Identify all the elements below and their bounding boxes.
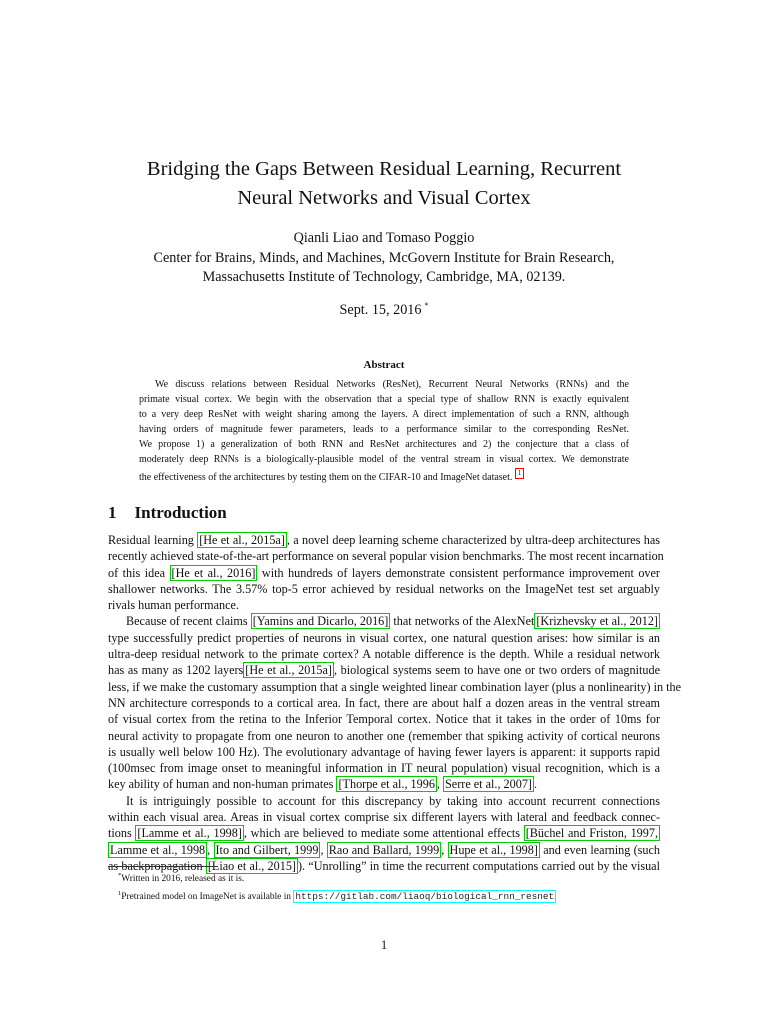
citation-link[interactable]: [He et al., 2015a] xyxy=(199,533,285,547)
text-run: Residual learning xyxy=(108,533,198,547)
abstract-line: having orders of magnitude fewer parameters, leads to a performance similar to the corresponding ResNet. xyxy=(139,424,629,436)
affiliation-line-1: Center for Brains, Minds, and Machines, McGovern Institute for Brain Research, xyxy=(153,249,615,266)
body-line: type successfully predict properties of neurons in visual cortex, one natural question arises: how similar is an xyxy=(108,630,660,645)
abstract-line: We propose 1) a generalization of both RNN and ResNet architectures and 2) the conjecture that a class of xyxy=(139,439,629,451)
text-run: tions xyxy=(108,826,136,841)
author-block xyxy=(60,229,708,288)
section-title: Introduction xyxy=(134,503,227,522)
body-line xyxy=(108,662,660,678)
abstract-line: We discuss relations between Residual Networks (ResNet), Recurrent Neural Networks (RNNs) and the xyxy=(155,379,629,390)
title-line-2: Neural Networks and Visual Cortex xyxy=(237,187,531,209)
body-line: (100msec from image onset to meaningful information in IT neural population) visual recognition, which is a xyxy=(108,761,660,776)
citation-link[interactable]: Hupe et al., 1998] xyxy=(449,842,538,857)
footnote-2 xyxy=(108,887,668,905)
text-run: , biological systems seem to have one or two orders of magnitude xyxy=(334,663,660,678)
body-line: It is intriguingly possible to account for this discrepancy by taking into account recurrent connections xyxy=(126,793,660,808)
body-line: NN architecture corresponds to a cortical area. In fact, there are about half a dozen areas in the ventral stream xyxy=(108,695,660,710)
citation-link[interactable]: [Lamme et al., 1998] xyxy=(137,826,242,841)
citation-link[interactable]: [Krizhevsky et al., 2012] xyxy=(536,614,658,629)
date-footnote-mark: * xyxy=(424,301,429,310)
abstract-body xyxy=(139,377,629,485)
body-line: shallower networks. The 3.57% top-5 error achieved by residual networks on the ImageNet test set arguably xyxy=(108,581,660,596)
body-line xyxy=(108,565,660,581)
body-line: within each visual area. Areas in visual cortex comprise six different layers with lateral and feedback connec- xyxy=(108,810,660,825)
footnote-rule xyxy=(108,866,218,867)
text-run: and even learning (such xyxy=(539,842,661,857)
date-text: Sept. 15, 2016 xyxy=(339,302,422,318)
text-run: that networks of the AlexNet xyxy=(390,614,535,629)
repository-url-link[interactable]: https://gitlab.com/liaoq/biological_rnn_resnet xyxy=(295,890,555,902)
text-run: with hundreds of layers demonstrate consistent performance improvement over xyxy=(257,565,660,580)
body-line: less, if we make the customary assumption that a single weighted linear combination layer (plus a nonlinearity) in the xyxy=(108,679,681,694)
citation-link[interactable]: [Büchel and Friston, 1997, xyxy=(525,826,659,841)
text-run: Because of recent claims xyxy=(126,614,251,629)
section-number: 1 xyxy=(108,503,117,522)
citation-link[interactable]: Rao and Ballard, 1999 xyxy=(328,842,440,857)
body-line: rivals human performance. xyxy=(108,598,239,613)
section-heading xyxy=(108,502,227,524)
abstract-line-last xyxy=(139,468,629,485)
body-text xyxy=(108,532,681,874)
text-run: , xyxy=(320,842,327,857)
text-run: has as many as 1202 layers xyxy=(108,663,244,678)
footnote-1 xyxy=(108,869,668,887)
body-line xyxy=(108,842,660,858)
footnote-mark: * xyxy=(118,872,122,879)
title-line-1: Bridging the Gaps Between Residual Learning, Recurrent xyxy=(146,158,622,180)
body-line xyxy=(108,613,660,629)
footnote-text: Written in 2016, released as it is. xyxy=(121,874,245,884)
body-line: ultra-deep residual network to the primate cortex? A notable difference is the depth. While a residual network xyxy=(108,647,660,662)
abstract-line: moderately deep RNNs is a biologically-plausible model of the ventral stream in visual cortex. We demonstrate xyxy=(139,454,629,466)
citation-link[interactable]: [Yamins and Dicarlo, 2016] xyxy=(252,614,389,629)
text-run: , xyxy=(436,777,444,792)
footnote-text: Pretrained model on ImageNet is available in xyxy=(121,891,294,902)
text-run: , which are believed to mediate some attentional effects xyxy=(243,826,524,841)
abstract-line: to a very deep ResNet with weight sharing among the layers. A direct implementation of such a RNN, although xyxy=(139,409,629,421)
citation-link[interactable]: [He et al., 2016] xyxy=(171,565,256,580)
footnote-link-1[interactable]: 1 xyxy=(515,468,525,479)
body-line xyxy=(108,825,660,841)
body-line: recently achieved state-of-the-art performance on several popular vision benchmarks. The most recent incarnation xyxy=(108,549,664,564)
citation-link[interactable]: [Thorpe et al., 1996 xyxy=(338,777,435,792)
body-line: neural activity to propagate from one neuron to another one (remember that spiking activity of cortical neurons xyxy=(108,728,660,743)
footnote-mark: 1 xyxy=(118,889,122,897)
text-run: ). “Unrolling” in time the recurrent computations carried out by the visual xyxy=(297,858,660,873)
body-line: is usually well below 100 Hz). The evolutionary advantage of having fewer layers is apparent: it supports rapid xyxy=(108,744,660,759)
footnotes xyxy=(108,869,668,904)
page-number: 1 xyxy=(380,938,388,952)
abstract-heading: Abstract xyxy=(363,359,405,371)
text-run: , a novel deep learning scheme characterized by ultra-deep architectures has xyxy=(286,533,660,547)
text-run: , xyxy=(207,842,214,857)
body-line xyxy=(108,532,660,548)
author-names: Qianli Liao and Tomaso Poggio xyxy=(293,230,475,246)
text-run: key ability of human and non-human primates xyxy=(108,777,337,792)
text-run: . xyxy=(534,777,538,792)
body-line: of visual cortex from the retina to the Inferior Temporal cortex. Notice that it takes in the order of 10ms for xyxy=(108,712,660,727)
abstract-line-text: the effectiveness of the architectures by testing them on the CIFAR-10 and ImageNet dataset. xyxy=(139,471,513,483)
citation-link[interactable]: Ito and Gilbert, 1999 xyxy=(215,842,319,857)
text-run: , xyxy=(441,842,448,857)
date-line xyxy=(60,296,708,320)
citation-link[interactable]: Serre et al., 2007] xyxy=(445,777,532,792)
abstract-line: primate visual cortex. We begin with the observation that a special type of shallow RNN is exactly equivalent xyxy=(139,394,629,406)
citation-link[interactable]: [He et al., 2015a] xyxy=(245,663,332,678)
citation-link[interactable]: [Liao et al., 2015] xyxy=(207,858,296,873)
citation-link[interactable]: Lamme et al., 1998 xyxy=(110,842,206,857)
text-run: of this idea xyxy=(108,565,170,580)
text-run: as backpropagation xyxy=(108,858,206,873)
body-line xyxy=(108,776,660,792)
affiliation-line-2: Massachusetts Institute of Technology, Cambridge, MA, 02139. xyxy=(202,269,566,285)
paper-title xyxy=(60,155,708,213)
